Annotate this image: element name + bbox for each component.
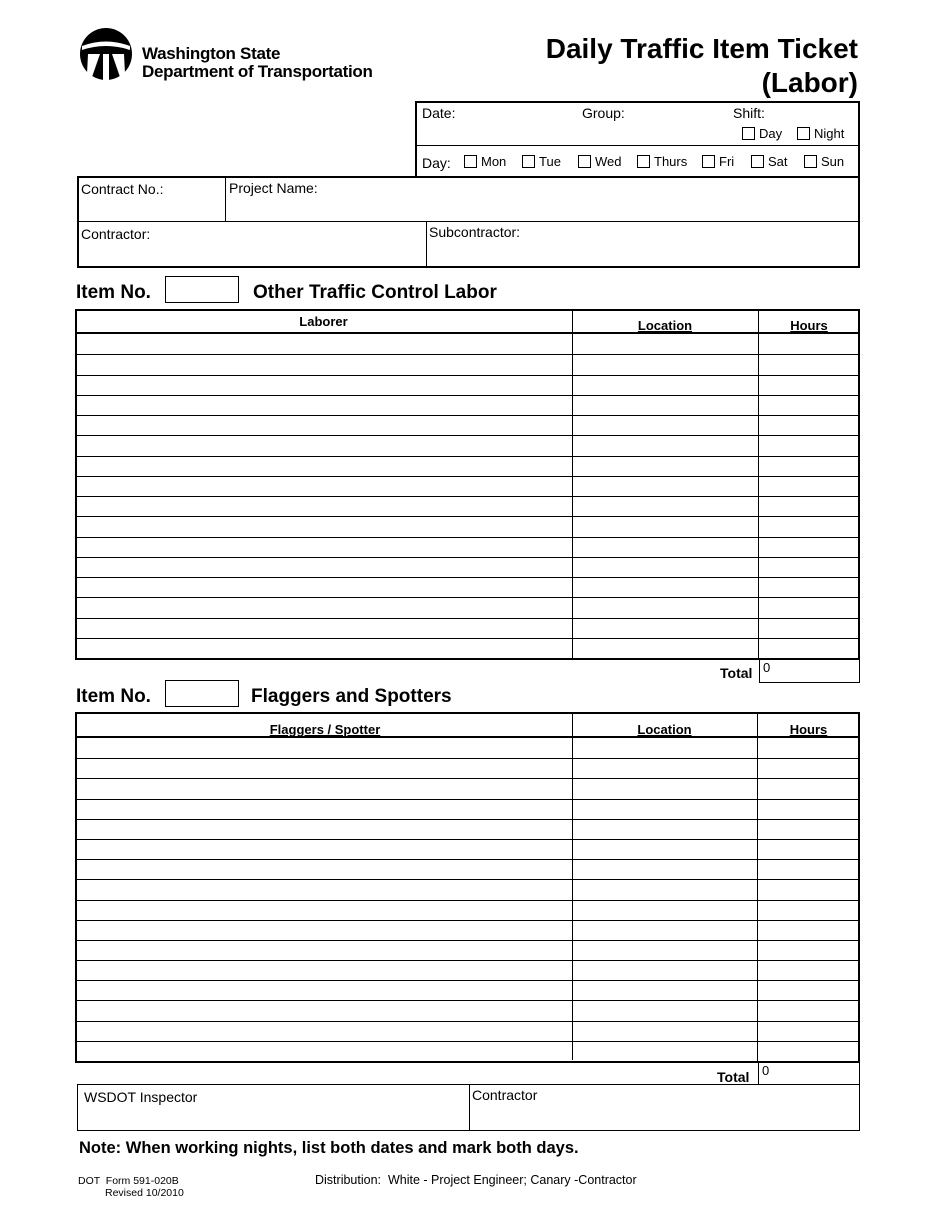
- section2-table-row[interactable]: [75, 960, 860, 961]
- day-tue-checkbox[interactable]: [522, 155, 535, 168]
- day-mon[interactable]: Mon: [464, 154, 506, 169]
- section1-table-row[interactable]: [75, 435, 860, 436]
- day-sun[interactable]: Sun: [804, 154, 844, 169]
- section2-col-hours: Hours: [789, 722, 828, 737]
- section2-item-no-input[interactable]: [165, 680, 239, 707]
- section1-table-row[interactable]: [75, 557, 860, 558]
- section1-table-row[interactable]: [75, 415, 860, 416]
- section1-table-row[interactable]: [75, 354, 860, 355]
- section1-item-no-label: Item No.: [76, 282, 151, 303]
- title-line-2: (Labor): [761, 67, 858, 98]
- section1-table-row[interactable]: [75, 638, 860, 639]
- form-revised: Revised 10/2010: [105, 1187, 184, 1199]
- form-title: [438, 32, 858, 100]
- shift-day-checkbox[interactable]: [742, 127, 755, 140]
- section1-col-hours: Hours: [790, 318, 828, 333]
- section2-table-row[interactable]: [75, 799, 860, 800]
- section2-table-row[interactable]: [75, 920, 860, 921]
- section1-table-row[interactable]: [75, 516, 860, 517]
- section2-table-row[interactable]: [75, 758, 860, 759]
- section1-table-row[interactable]: [75, 597, 860, 598]
- section1-total-label: Total: [720, 665, 753, 681]
- section2-table-row[interactable]: [75, 1041, 860, 1042]
- group-label: Group:: [582, 105, 625, 121]
- day-fri-checkbox[interactable]: [702, 155, 715, 168]
- section1-table-row[interactable]: [75, 618, 860, 619]
- day-sat[interactable]: Sat: [751, 154, 788, 169]
- section1-table-row[interactable]: [75, 476, 860, 477]
- project-name-field[interactable]: Project Name:: [229, 180, 318, 196]
- agency-line-1: Washington State: [142, 44, 281, 63]
- section2-col-flaggers: Flaggers / Spotter: [269, 722, 381, 737]
- section2-table-row[interactable]: [75, 819, 860, 820]
- section1-col-location: Location: [637, 318, 693, 333]
- wsdot-logo: [78, 27, 134, 81]
- section2-table-row[interactable]: [75, 879, 860, 880]
- day-thurs[interactable]: Thurs: [637, 154, 687, 169]
- shift-label: Shift:: [733, 105, 765, 121]
- section1-table-row[interactable]: [75, 496, 860, 497]
- section2-total-label: Total: [717, 1069, 750, 1085]
- section2-table: [75, 712, 860, 1063]
- wsdot-logo-icon: [78, 27, 134, 81]
- section1-table-row[interactable]: [75, 375, 860, 376]
- section2-table-row[interactable]: [75, 1021, 860, 1022]
- distribution-note: Distribution: White - Project Engineer; Canary -Contractor: [315, 1173, 637, 1187]
- section2-col-location: Location: [637, 722, 692, 737]
- agency-name: [142, 45, 373, 81]
- subcontractor-field[interactable]: Subcontractor:: [429, 224, 521, 240]
- section1-title: Other Traffic Control Labor: [253, 282, 497, 303]
- section2-table-row[interactable]: [75, 859, 860, 860]
- section2-total-value: 0: [758, 1062, 860, 1085]
- shift-night-checkbox[interactable]: [797, 127, 810, 140]
- section1-item-no-input[interactable]: [165, 276, 239, 303]
- day-fri[interactable]: Fri: [702, 154, 734, 169]
- section2-table-row[interactable]: [75, 980, 860, 981]
- wsdot-inspector-field[interactable]: WSDOT Inspector: [84, 1089, 198, 1105]
- day-label: Day:: [422, 155, 451, 171]
- contract-box: [77, 176, 860, 268]
- night-work-note: Note: When working nights, list both dates and mark both days.: [79, 1139, 579, 1157]
- section2-item-no-label: Item No.: [76, 686, 151, 707]
- contractor-signature-field[interactable]: Contractor: [472, 1087, 538, 1103]
- section1-total-value: 0: [759, 659, 860, 683]
- shift-night-option[interactable]: Night: [797, 126, 844, 141]
- section2-title: Flaggers and Spotters: [251, 686, 452, 707]
- day-wed-checkbox[interactable]: [578, 155, 591, 168]
- section1-table-row[interactable]: [75, 577, 860, 578]
- agency-line-2: Department of Transportation: [142, 62, 373, 81]
- section2-table-row[interactable]: [75, 940, 860, 941]
- section2-table-row[interactable]: [75, 1000, 860, 1001]
- contract-no-field[interactable]: Contract No.:: [81, 181, 164, 197]
- section2-table-row[interactable]: [75, 839, 860, 840]
- shift-day-option[interactable]: Day: [742, 126, 782, 141]
- section1-table-row[interactable]: [75, 395, 860, 396]
- section2-table-row[interactable]: [75, 900, 860, 901]
- day-thurs-checkbox[interactable]: [637, 155, 650, 168]
- day-sun-checkbox[interactable]: [804, 155, 817, 168]
- section2-table-row[interactable]: [75, 778, 860, 779]
- day-mon-checkbox[interactable]: [464, 155, 477, 168]
- day-sat-checkbox[interactable]: [751, 155, 764, 168]
- section1-table-row[interactable]: [75, 537, 860, 538]
- title-line-1: Daily Traffic Item Ticket: [545, 33, 858, 64]
- section1-table: [75, 309, 860, 660]
- day-wed[interactable]: Wed: [578, 154, 622, 169]
- section1-col-laborer: Laborer: [299, 314, 348, 329]
- day-tue[interactable]: Tue: [522, 154, 561, 169]
- form-number: DOT Form 591-020B: [78, 1175, 179, 1187]
- contractor-field[interactable]: Contractor:: [81, 226, 151, 242]
- section1-table-row[interactable]: [75, 456, 860, 457]
- date-label: Date:: [422, 105, 456, 121]
